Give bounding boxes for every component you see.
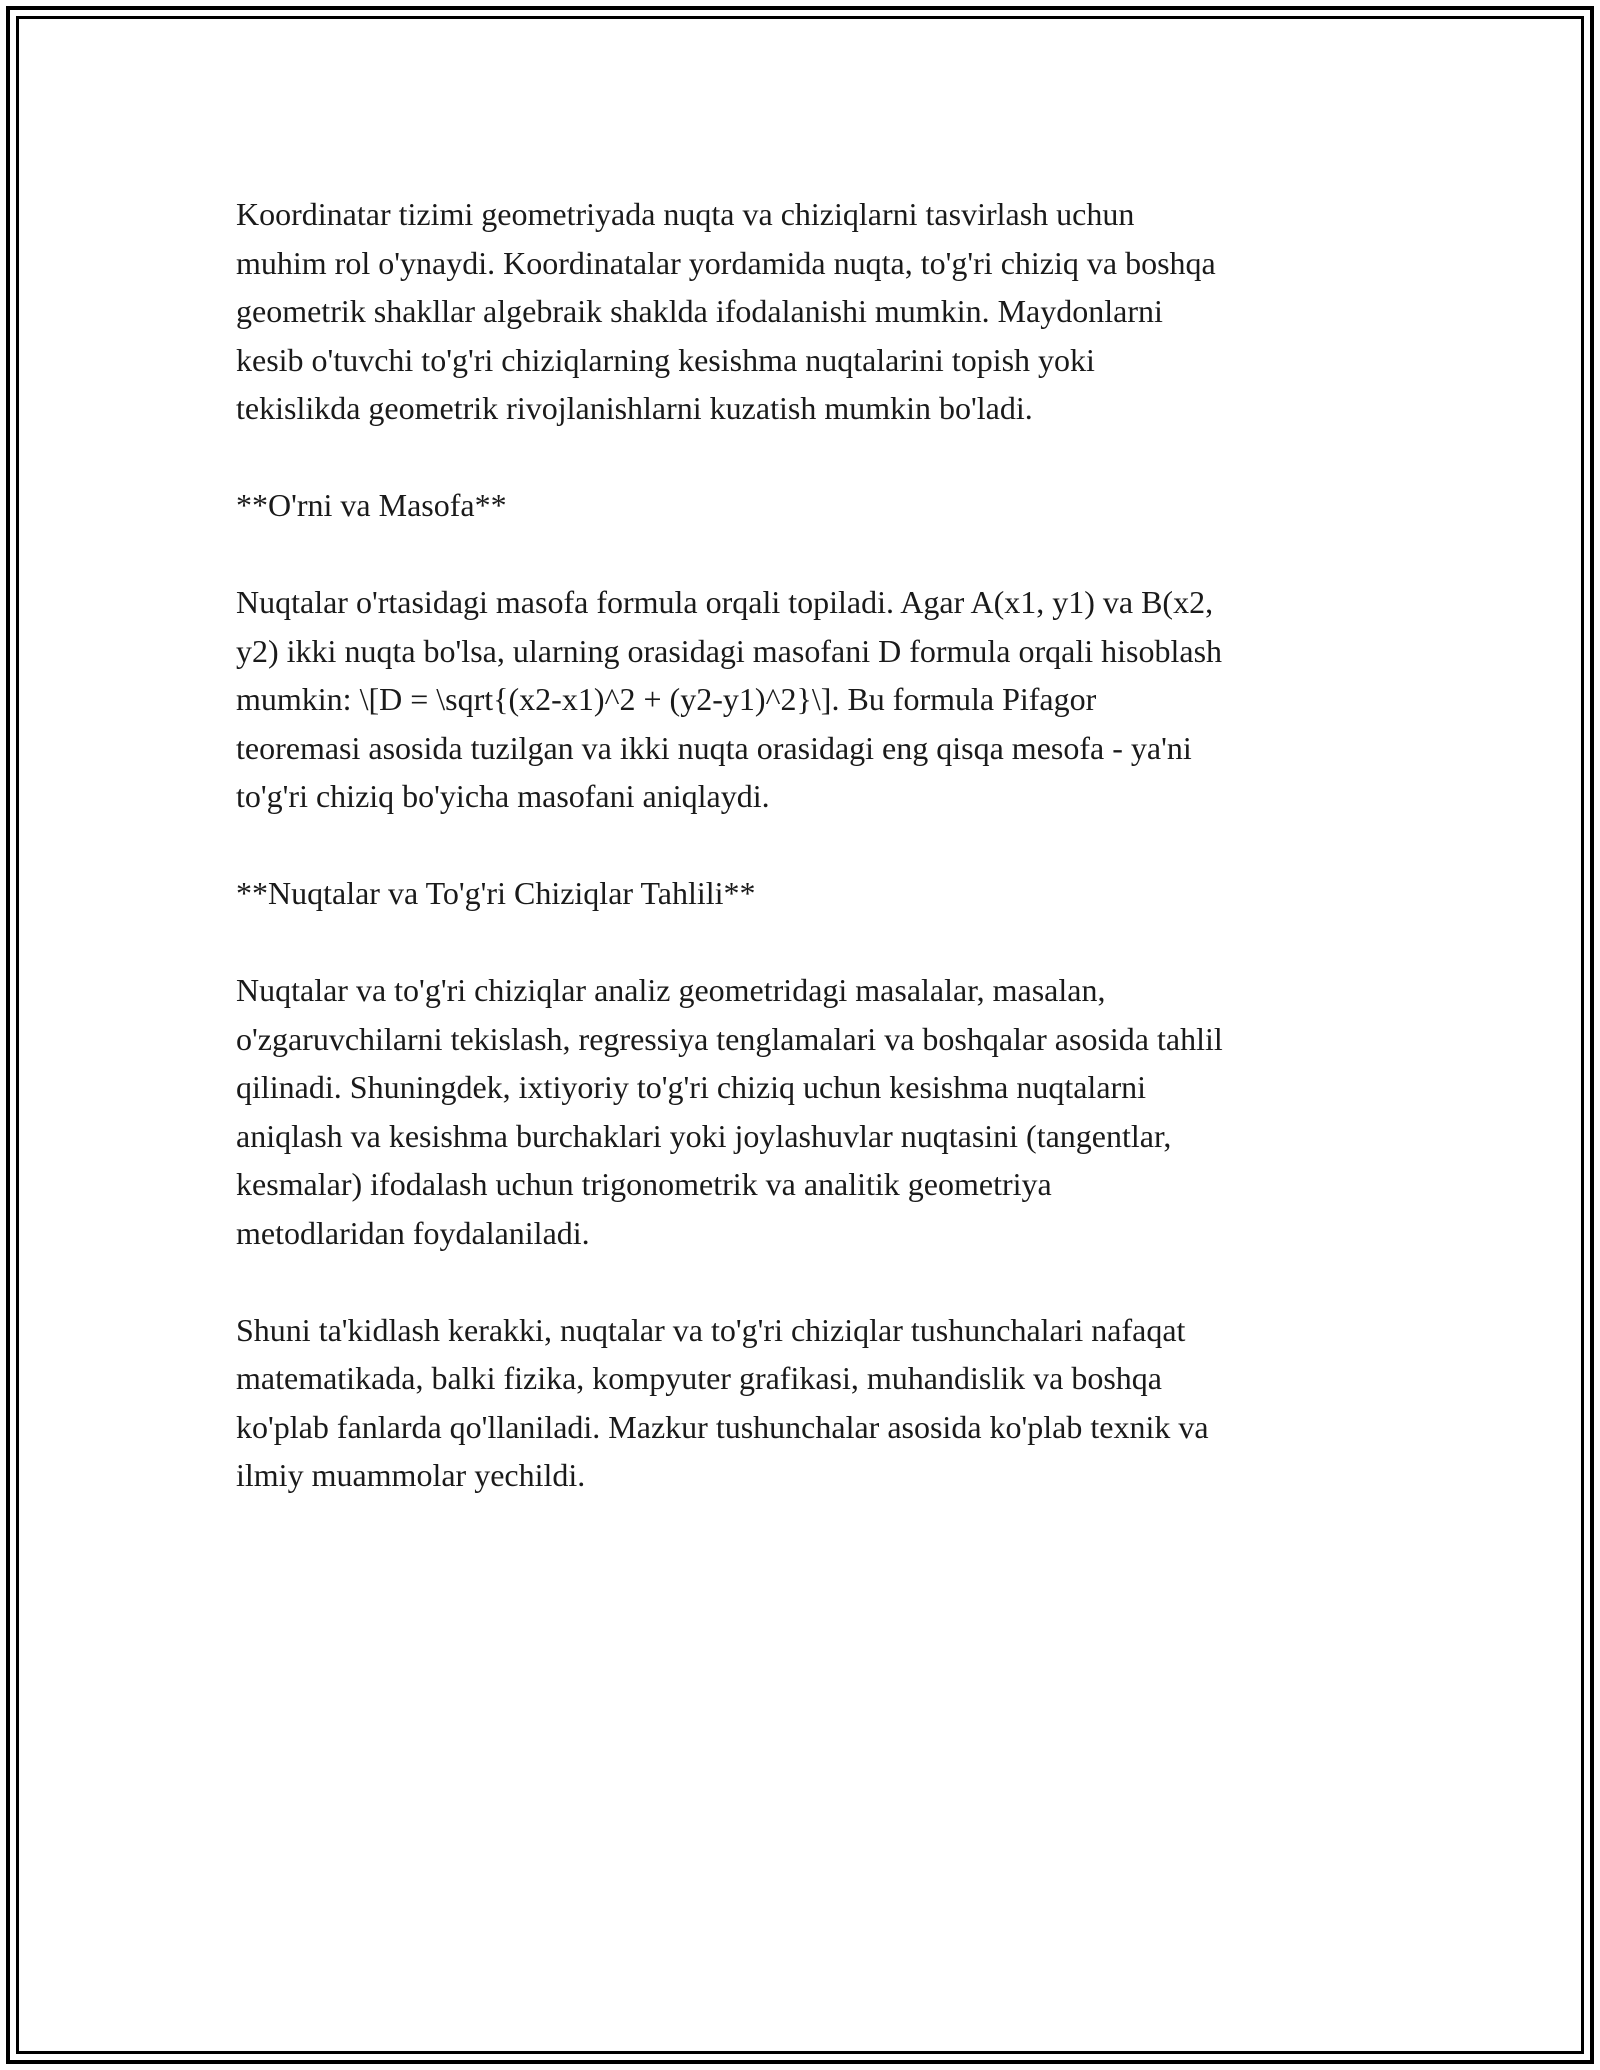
distance-paragraph: Nuqtalar o'rtasidagi masofa formula orqali topiladi. Agar A(x1, y1) va B(x2, y2) ikki nuqta bo'lsa, ularning orasidagi masofani D formula orqali hisoblash mumkin: \[D = \sqrt{(x2-x1)^2 + (y2-y1)^2}\]. Bu formula Pifagor teoremasi asosida tuzilgan va ikki nuqta orasidagi eng qisqa mesofa - ya'ni to'g'ri chiziq bo'yicha masofani aniqlaydi. [236, 584, 1223, 814]
analysis-paragraph: Nuqtalar va to'g'ri chiziqlar analiz geometridagi masalalar, masalan, o'zgaruvchilarni tekislash, regressiya tenglamalari va boshqalar asosida tahlil qilinadi. Shuningdek, ixtiyoriy to'g'ri chiziq uchun kesishma nuqtalarni aniqlash va kesishma burchaklari yoki joylashuvlar nuqtasini (tangentlar, kesmalar) ifodalash uchun trigonometrik va analitik geometriya metodlaridan foydalaniladi. [236, 972, 1223, 1251]
intro-paragraph: Koordinatar tizimi geometriyada nuqta va chiziqlarni tasvirlash uchun muhim rol o'ynaydi. Koordinatalar yordamida nuqta, to'g'ri chiziq va boshqa geometrik shakllar algebraik shaklda ifodalanishi mumkin. Maydonlarni kesib o'tuvchi to'g'ri chiziqlarning kesishma nuqtalarini topish yoki tekislikda geometrik rivojlanishlarni kuzatish mumkin bo'ladi. [236, 196, 1216, 426]
section-heading-analysis: **Nuqtalar va To'g'ri Chiziqlar Tahlili** [236, 875, 756, 911]
conclusion-paragraph: Shuni ta'kidlash kerakki, nuqtalar va to'g'ri chiziqlar tushunchalari nafaqat matematikada, balki fizika, kompyuter grafikasi, muhandislik va boshqa ko'plab fanlarda qo'llaniladi. Mazkur tushunchalar asosida ko'plab texnik va ilmiy muammolar yechildi. [236, 1311, 1209, 1493]
section-heading-distance: **O'rni va Masofa** [236, 487, 507, 523]
document-body [236, 190, 1396, 1548]
